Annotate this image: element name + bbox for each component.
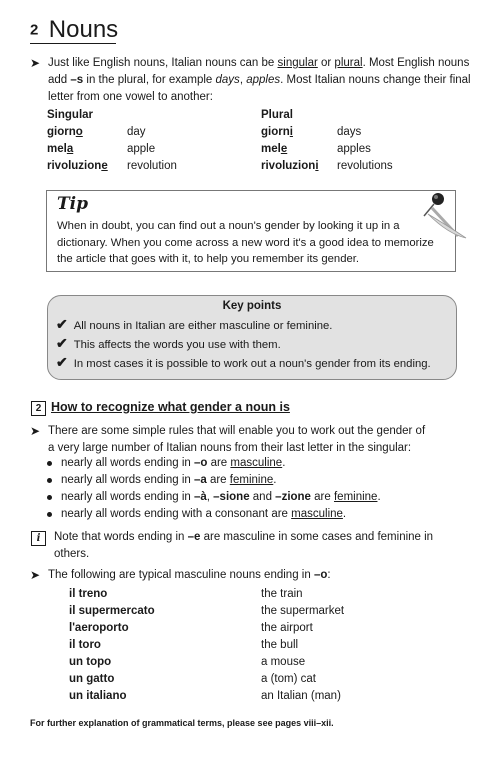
arrow-bullet-icon: ➤: [30, 56, 41, 70]
bullet-dot-icon: [47, 512, 52, 517]
section-intro: There are some simple rules that will enable you to work out the gender of a very large number of Italian nouns from their last letter in the singular:: [48, 425, 426, 454]
tip-text: When in doubt, you can find out a noun's gender by looking it up in a dictionary. When you come across a new word it's a good idea to memorize the article that goes with it, to help you remember its gender.: [57, 220, 434, 265]
gender-note: Note that words ending in –e are masculine in some cases and feminine in others.: [54, 531, 434, 560]
gender-rule: nearly all words ending in –o are masculine.: [61, 457, 286, 469]
gender-rule: nearly all words ending with a consonant are masculine.: [61, 508, 347, 520]
bullet-dot-icon: [47, 461, 52, 466]
section-title: How to recognize what gender a noun is: [51, 400, 290, 414]
check-icon: ✔: [56, 316, 68, 332]
header-rule: [30, 43, 116, 44]
italian-plural: mele: [261, 143, 288, 155]
example-italian: il toro: [69, 639, 101, 651]
check-icon: ✔: [56, 354, 68, 370]
english-singular: day: [127, 126, 146, 138]
italian-singular: mela: [47, 143, 74, 155]
key-point-item: ✔ In most cases it is possible to work out a noun's gender from its ending.: [56, 354, 431, 370]
intro-paragraph: Just like English nouns, Italian nouns can be singular or plural. Most English nouns add –s in the plural, for example days, apples. Most Italian nouns change their final letter from one vowel to another:: [48, 57, 471, 103]
info-icon: i: [31, 531, 46, 546]
plural-header: Plural: [261, 109, 293, 121]
bullet-dot-icon: [47, 495, 52, 500]
english-singular: revolution: [127, 160, 177, 172]
example-italian: un topo: [69, 656, 112, 668]
arrow-bullet-icon: ➤: [30, 568, 41, 582]
section-number: 2: [31, 401, 46, 416]
example-english: the airport: [261, 622, 313, 634]
key-points-title: Key points: [222, 300, 282, 312]
english-plural: days: [337, 126, 362, 138]
example-italian: l'aeroporto: [69, 622, 129, 634]
example-english: the train: [261, 588, 303, 600]
key-point-item: ✔ All nouns in Italian are either masculine or feminine.: [56, 316, 333, 332]
page-title: Nouns: [48, 16, 119, 43]
singular-header: Singular: [47, 109, 94, 121]
english-plural: revolutions: [337, 160, 393, 172]
example-english: the bull: [261, 639, 299, 651]
example-english: the supermarket: [261, 605, 345, 617]
key-points-box: [47, 295, 457, 380]
italian-singular: giorno: [47, 126, 83, 138]
examples-intro: The following are typical masculine nouns ending in –o:: [48, 569, 331, 581]
italian-plural: giorni: [261, 126, 293, 138]
italian-plural: rivoluzioni: [261, 160, 319, 172]
tip-box: [46, 190, 456, 272]
english-plural: apples: [337, 143, 371, 155]
italian-singular: rivoluzione: [47, 160, 108, 172]
gender-rule: nearly all words ending in –à, –sione and –zione are feminine.: [61, 491, 381, 503]
check-icon: ✔: [56, 335, 68, 351]
chapter-number: 2: [30, 21, 39, 39]
bullet-dot-icon: [47, 478, 52, 483]
arrow-bullet-icon: ➤: [30, 424, 41, 438]
key-point-item: ✔ This affects the words you use with them.: [56, 335, 281, 351]
example-italian: il supermercato: [69, 605, 155, 617]
example-italian: un italiano: [69, 690, 127, 702]
gender-rule: nearly all words ending in –a are feminine.: [61, 474, 277, 486]
example-italian: un gatto: [69, 673, 115, 685]
example-english: a mouse: [261, 656, 306, 668]
pushpin-icon: [418, 186, 468, 246]
chapter-header: [30, 16, 118, 44]
example-english: a (tom) cat: [261, 673, 316, 685]
footer-note: For further explanation of grammatical terms, please see pages viii–xii.: [30, 718, 334, 728]
example-english: an Italian (man): [261, 690, 341, 702]
tip-title: Tip: [57, 194, 88, 214]
example-italian: il treno: [69, 588, 108, 600]
english-singular: apple: [127, 143, 156, 155]
